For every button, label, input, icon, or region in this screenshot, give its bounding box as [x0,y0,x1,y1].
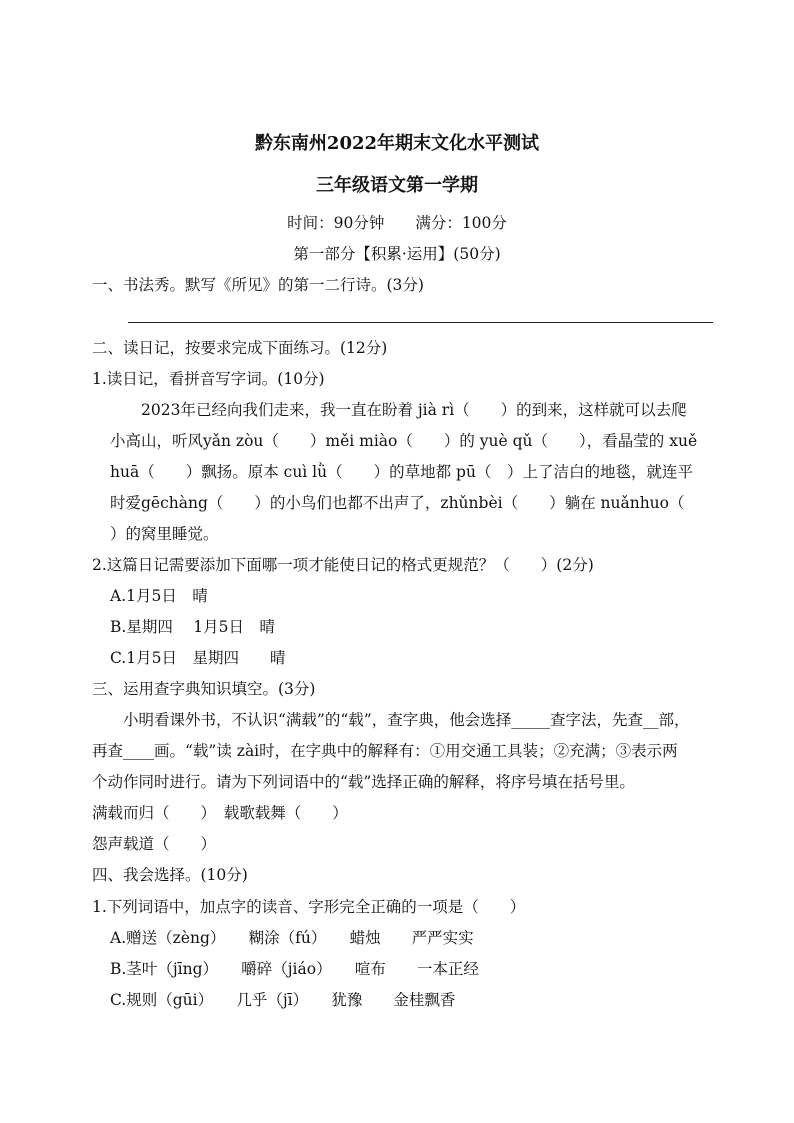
exam-subtitle: 三年级语文第一学期 [316,175,478,196]
option-b: B.茎叶（jīng） 嚼碎（jiáo） 喧布 一本正经 [110,960,479,978]
diary-passage-line: ）的窝里睡觉。 [110,525,219,543]
option-c: C.规则（gūi） 几乎（jī） 犹豫 金桂飘香 [110,991,456,1009]
diary-passage-line: 时爱gēchàng（ ）的小鸟们也都不出声了，zhǔnbèi（ ）躺在 nuǎnhuo（ [110,494,685,512]
time-score-info: 时间：90分钟 满分：100分 [287,214,507,232]
option-a: A.1月5日 晴 [110,587,208,605]
option-b: B.星期四 1月5日 晴 [110,618,275,636]
question-2-2-title: 2.这篇日记需要添加下面哪一项才能使日记的格式更规范？（ ）(2分) [92,556,594,574]
question-1-title: 一、书法秀。默写《所见》的第一二行诗。(3分) [92,276,424,294]
dictionary-passage-line: 小明看课外书，不认识“满载”的“载”，查字典，他会选择_____查字法，先查__部， [92,711,690,729]
dictionary-passage-line: 再查____画。“载”读 zài时，在字典中的解释有：①用交通工具装；②充满；③表示两 [92,742,678,760]
exam-title: 黔东南州2022年期末文化水平测试 [254,133,540,154]
option-a: A.赠送（zèng） 糊涂（fú） 蜡烛 严严实实 [110,929,474,947]
diary-passage-line: 小高山，听风yǎn zòu（ ）měi miào（ ）的 yuè qǔ（ ），看晶莹的 xuě [110,432,698,450]
word-items: 满载而归（ ） 载歌载舞（ ） [92,804,348,822]
word-items: 怨声载道（ ） [92,835,217,853]
question-2-1-title: 1.读日记，看拼音写字词。(10分) [92,370,325,388]
part-one-heading: 第一部分【积累·运用】(50分) [293,245,501,263]
question-2-title: 二、读日记，按要求完成下面练习。(12分) [92,339,388,357]
question-4-title: 四、我会选择。(10分) [92,866,248,884]
question-3-title: 三、运用查字典知识填空。(3分) [92,680,316,698]
diary-passage-line: 2023年已经向我们走来，我一直在盼着 jià rì（ ）的到来，这样就可以去爬 [110,401,687,419]
dictionary-passage-line: 个动作同时进行。请为下列词语中的“载”选择正确的解释，将序号填在括号里。 [92,773,635,791]
diary-passage-line: huā（ ）飘扬。原本 cuì lǜ（ ）的草地都 pū（ ）上了洁白的地毯，就连平 [110,463,693,481]
question-4-1-title: 1.下列词语中，加点字的读音、字形完全正确的一项是（ ） [92,898,526,916]
answer-line [128,322,713,323]
option-c: C.1月5日 星期四 晴 [110,649,286,667]
